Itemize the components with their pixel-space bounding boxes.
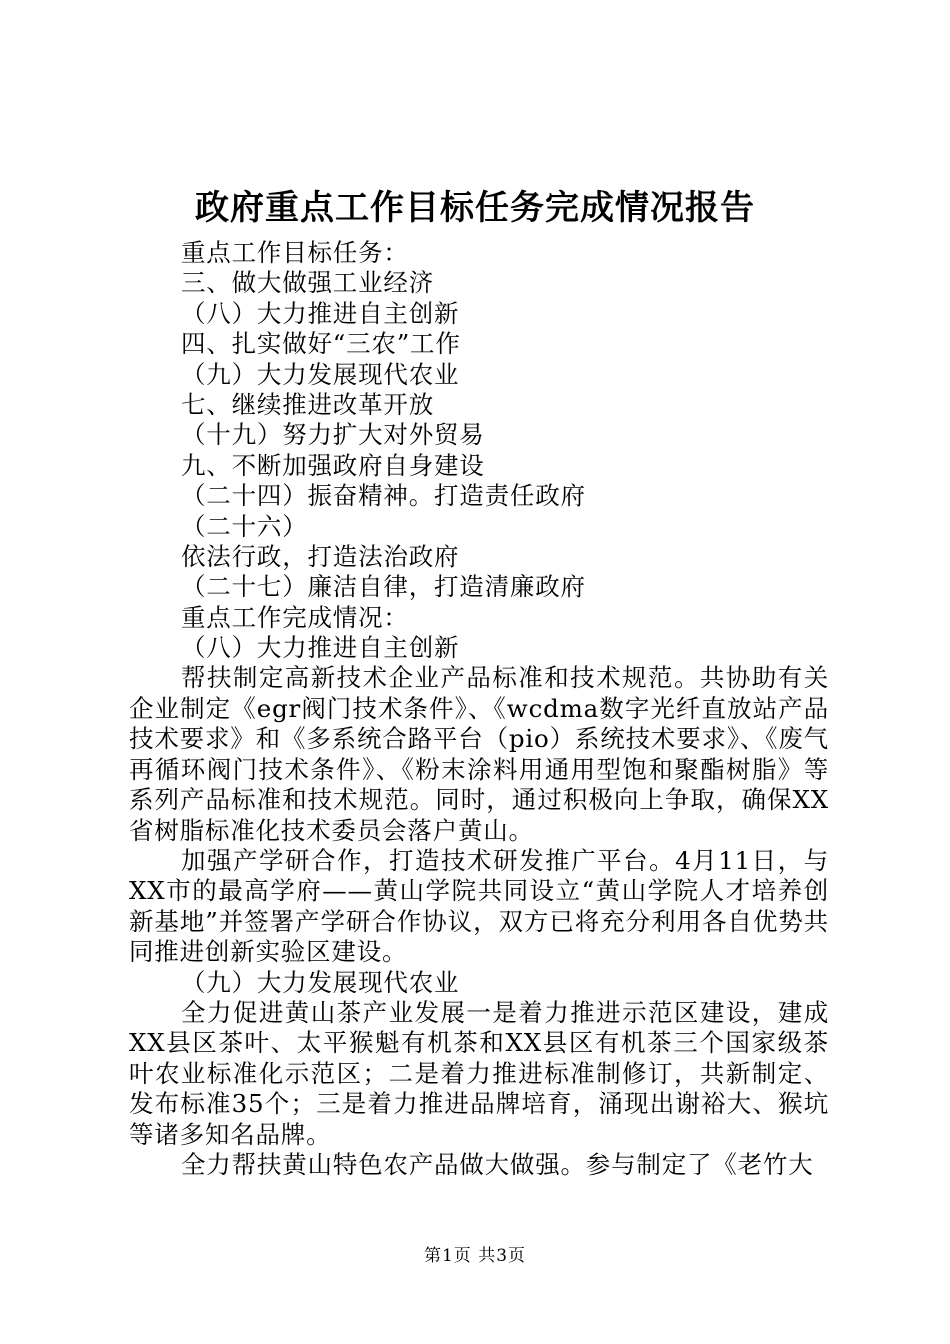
body-paragraph: 帮扶制定高新技术企业产品标准和技术规范。共协助有关企业制定《egr阀门技术条件》、《wcdma数字光纤直放站产品技术要求》和《多系统合路平台（pio）系统技术要求》、《废气再循环阀门技术条件》、《粉末涂料用通用型饱和聚酯树脂》等系列产品标准和技术规范。同时，通过积极向上争取，确保XX省树脂标准化技术委员会落户黄山。 [129,663,829,845]
outline-line: 九、不断加强政府自身建设 [181,450,485,480]
outline-line: 重点工作完成情况： [181,602,409,632]
outline-line: （十九）努力扩大对外贸易 [181,420,485,450]
section-heading: （九）大力发展现代农业 [181,967,460,997]
body-paragraph: 全力帮扶黄山特色农产品做大做强。参与制定了《老竹大 [181,1149,814,1179]
body-paragraph: 加强产学研合作，打造技术研发推广平台。4月11日，与XX市的最高学府——黄山学院共同设立“黄山学院人才培养创新基地”并签署产学研合作协议，双方已将充分利用各自优势共同推进创新实验区建设。 [129,845,829,967]
document-body [129,238,829,1180]
outline-line: （八）大力推进自主创新 [181,298,460,328]
outline-line: （九）大力发展现代农业 [181,359,460,389]
outline-line: （二十六） [181,511,308,541]
outline-line: 三、做大做强工业经济 [181,268,434,298]
page-number-footer: 第1页 共3页 [423,1246,527,1266]
outline-line: 依法行政，打造法治政府 [181,541,460,571]
body-paragraph: 全力促进黄山茶产业发展一是着力推进示范区建设，建成XX县区茶叶、太平猴魁有机茶和XX县区有机茶三个国家级茶叶农业标准化示范区；二是着力推进标准制修订，共新制定、发布标准35个；三是着力推进品牌培育，涌现出谢裕大、猴坑等诸多知名品牌。 [129,997,829,1149]
document-title: 政府重点工作目标任务完成情况报告 [195,188,755,228]
outline-line: 四、扎实做好“三农”工作 [181,329,461,359]
outline-line: 重点工作目标任务： [181,238,409,267]
outline-line: 七、继续推进改革开放 [181,389,434,419]
outline-line: （二十七）廉洁自律，打造清廉政府 [181,572,586,602]
outline-line: （八）大力推进自主创新 [181,633,460,663]
outline-line: （二十四）振奋精神。打造责任政府 [181,481,586,511]
